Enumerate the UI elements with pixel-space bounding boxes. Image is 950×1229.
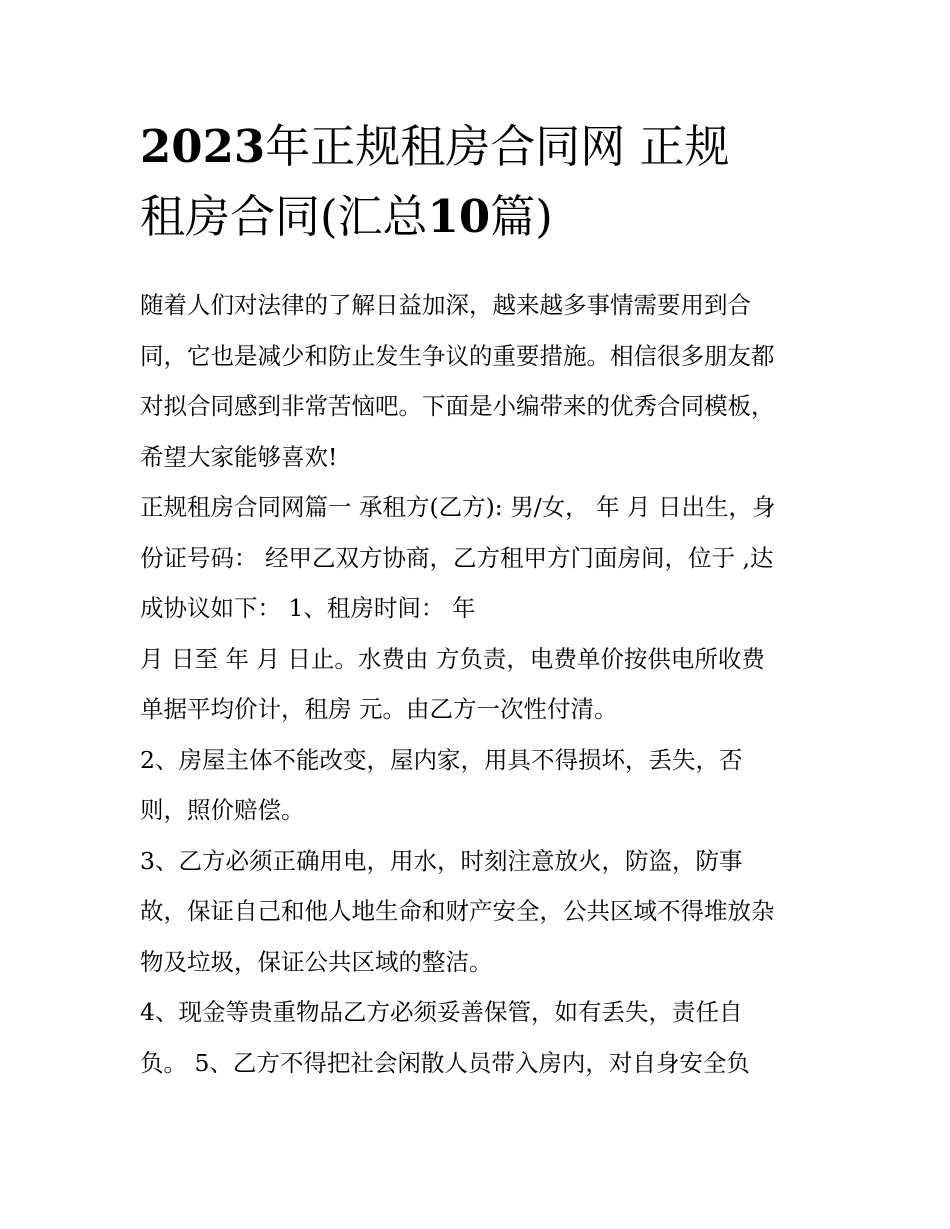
body-line: 物及垃圾，保证公共区域的整洁。 [140,947,493,976]
body-line: 正规租房合同网篇一 承租方(乙方): 男/女， 年 月 日出生，身 [140,493,776,521]
body-line: 4、现金等贵重物品乙方必须妥善保管，如有丢失，责任自 [140,998,743,1026]
title-line2-post: 篇) [490,190,553,243]
body-line: 随着人们对法律的了解日益加深，越来越多事情需要用到合 [140,291,751,319]
body-line: 月 日至 年 月 日止。水费由 方负责，电费单价按供电所收费 [140,644,765,673]
document-body [140,280,820,1088]
title-line2-pre: 租房合同(汇总 [140,190,428,243]
body-line: 成协议如下： 1、租房时间： 年 [140,594,476,622]
body-line: 同，它也是减少和防止发生争议的重要措施。相信很多朋友都 [140,341,775,370]
body-line: 2、房屋主体不能改变，屋内家，用具不得损坏，丢失，否 [140,745,743,774]
title-line1-text: 年正规租房合同网 正规 [265,120,730,173]
body-line: 故，保证自己和他人地生命和财产安全，公共区域不得堆放杂 [140,897,775,925]
title-year: 2023 [140,120,266,173]
body-line: 份证号码： 经甲乙双方协商，乙方租甲方门面房间，位于 ,达 [140,543,774,572]
body-line: 则，照价赔偿。 [140,796,305,824]
body-line: 负。 5、乙方不得把社会闲散人员带入房内，对自身安全负 [140,1048,750,1077]
body-line: 单据平均价计，租房 元。由乙方一次性付清。 [140,695,618,723]
body-line: 对拟合同感到非常苦恼吧。下面是小编带来的优秀合同模板， [140,392,775,420]
body-line: 3、乙方必须正确用电，用水，时刻注意放火，防盗，防事 [140,846,743,875]
document-title [140,112,820,252]
title-count: 10 [427,190,491,243]
body-line: 希望大家能够喜欢! [140,442,338,471]
